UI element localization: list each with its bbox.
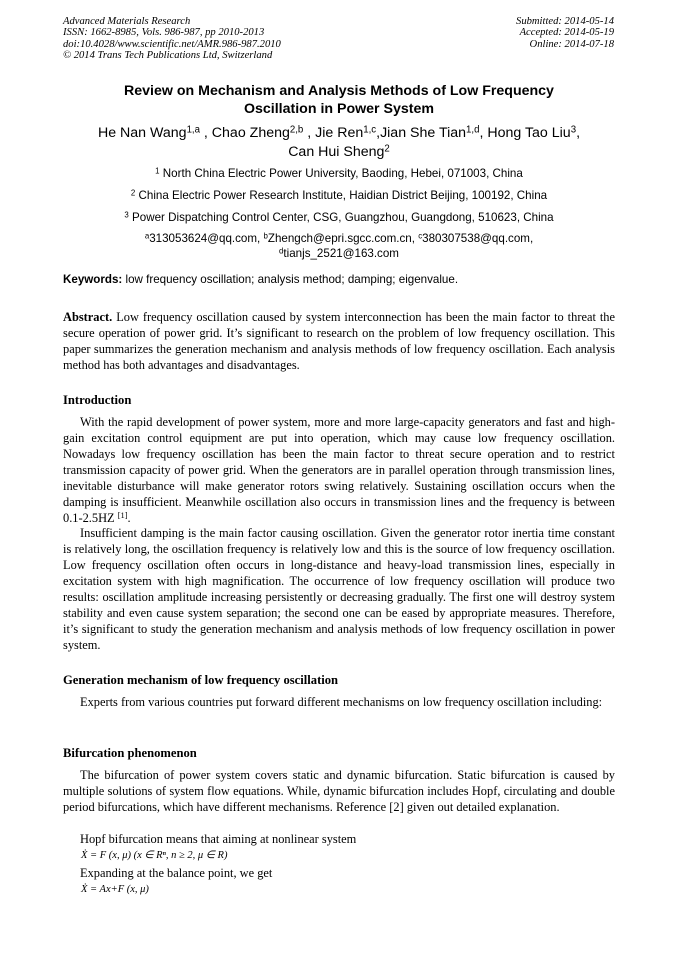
abstract-text: Low frequency oscillation caused by system interconnection has been the main factor to threat the secure operation of power grid. It’s significant to research on the problem of low frequency oscillation. This paper summarizes the generation mechanism and analysis methods of low frequency oscillation. Each analysis method has both advantages and disadvantages. <box>63 310 615 372</box>
email-link[interactable]: 313053624@qq.com, <box>149 232 264 245</box>
submission-dates <box>516 16 614 50</box>
affiliation-3: $^3$ Power Dispatching Control Center, CSG, Guangzhou, Guangdong, 510623, China <box>124 210 554 224</box>
abstract <box>63 309 615 373</box>
author-affil-sup: 2,b <box>289 124 304 136</box>
abstract-label: Abstract. <box>63 310 113 324</box>
bifurcation-paragraph-3: Expanding at the balance point, we get <box>80 866 273 880</box>
generation-paragraph: Experts from various countries put forward different mechanisms on low frequency oscillation including: <box>80 695 603 709</box>
author-name: Jian She Tian <box>380 125 467 141</box>
email-link[interactable]: tianjs_2521@163.com <box>283 247 399 260</box>
affiliation-1: $^1$ North China Electric Power University, Baoding, Hebei, 071003, China <box>155 166 523 180</box>
author-affil-sup: 1,a <box>186 124 200 136</box>
keywords-label: Keywords: <box>63 273 123 286</box>
online-date: Online: 2014-07-18 <box>529 38 614 50</box>
email-list: $^a$313053624@qq.com, $^b$Zhengch@epri.sgcc.com.cn, $^c$380307538@qq.com, $^d$tianjs_2521@163.com <box>144 231 534 260</box>
author-name: Hong Tao Liu <box>487 125 571 141</box>
section-heading-bifurcation: Bifurcation phenomenon <box>63 746 197 760</box>
affiliation-2: $^2$ China Electric Power Research Institute, Haidian District Beijing, 100192, China <box>130 188 548 202</box>
issn-line: ISSN: 1662-8985, Vols. 986-987, pp 2010-2013 <box>63 27 265 39</box>
author-name: Can Hui Sheng <box>288 144 385 160</box>
journal-name: Advanced Materials Research <box>63 16 191 27</box>
intro-paragraph-2: Insufficient damping is the main factor causing oscillation. Given the generator rotor inertia time constant is relatively long, the oscillation frequency is relatively low and this is the source of low frequency oscillation. Low frequency oscillation often occurs in long-distance and heavy-load transmission lines, especially in excitation system with high magnification. The occurrence of low frequency oscillation will produce two results: oscillation amplitude increasing persistently or decreasing gradually. The first one will destroy system stability and even cause system separation; the second one can be eased by appropriate measures. Therefore, it’s significant to study the generation mechanism and analysis methods of low frequency oscillation in power system. <box>63 526 615 652</box>
copyright-line: © 2014 Trans Tech Publications Ltd, Switzerland <box>63 49 273 61</box>
citation-ref: [1] <box>117 510 128 521</box>
doi-line: doi:10.4028/www.scientific.net/AMR.986-987.2010 <box>63 38 281 50</box>
email-link[interactable]: 380307538@qq.com, <box>422 232 534 245</box>
equation-expanded-system: Ẋ = Ax+F (x, μ) <box>81 884 149 895</box>
email-link[interactable]: Zhengch@epri.sgcc.com.cn, <box>267 232 419 245</box>
bifurcation-paragraph-1: The bifurcation of power system covers static and dynamic bifurcation. Static bifurcation is caused by multiple solutions of system flow equations. While, dynamic bifurcation includes Hopf, circulating and double period bifurcations, which have different mechanisms. Reference [2] given out detailed explanation. <box>63 768 615 814</box>
journal-info <box>63 16 281 61</box>
accepted-date: Accepted: 2014-05-19 <box>519 27 614 39</box>
author-affil-sup: 2 <box>384 143 390 155</box>
author-affil-sup: 1,c <box>363 124 377 136</box>
intro-paragraph-1: With the rapid development of power system, more and more large-capacity generators and fast and high-gain excitation control equipment are put into operation, which may cause low frequency oscillation. Nowadays low frequency oscillation has been the main factor to threat secure operation and to restrict transmission capacity of power grid. When the generators are in parallel operation through transmission lines, inevitable disturbance will make generator rotors swing relatively. Sustaining oscillation occurs when the damping is insufficient. Meanwhile oscillation also occurs in transmission lines and the frequency is between 0.1-2.5HZ [1]. <box>63 415 615 525</box>
equation-nonlinear-system: Ẋ = F (x, μ) (x ∈ Rⁿ, n ≥ 2, μ ∈ R) <box>81 850 228 861</box>
bifurcation-paragraph-2: Hopf bifurcation means that aiming at nonlinear system <box>80 832 357 846</box>
paper-title: Review on Mechanism and Analysis Methods of Low Frequency Oscillation in Power System <box>124 83 554 117</box>
submitted-date: Submitted: 2014-05-14 <box>516 16 614 27</box>
author-name: He Nan Wang <box>97 125 187 141</box>
section-heading-generation: Generation mechanism of low frequency oscillation <box>63 673 339 687</box>
author-name: Chao Zheng <box>211 125 290 141</box>
keywords-text: low frequency oscillation; analysis method; damping; eigenvalue. <box>122 273 459 286</box>
author-affil-sup: 1,d <box>466 124 480 136</box>
section-heading-introduction: Introduction <box>63 393 132 407</box>
author-affil-sup: 3 <box>570 124 577 136</box>
keywords <box>63 272 615 287</box>
author-name: Jie Ren <box>315 125 364 141</box>
author-list: He Nan Wang$^{1,a}$ , Chao Zheng$^{2,b}$ , Jie Ren$^{1,c}$,Jian She Tian$^{1,d}$, Hong Tao Liu$^3$, Can Hui Sheng$^2$ <box>97 124 581 160</box>
